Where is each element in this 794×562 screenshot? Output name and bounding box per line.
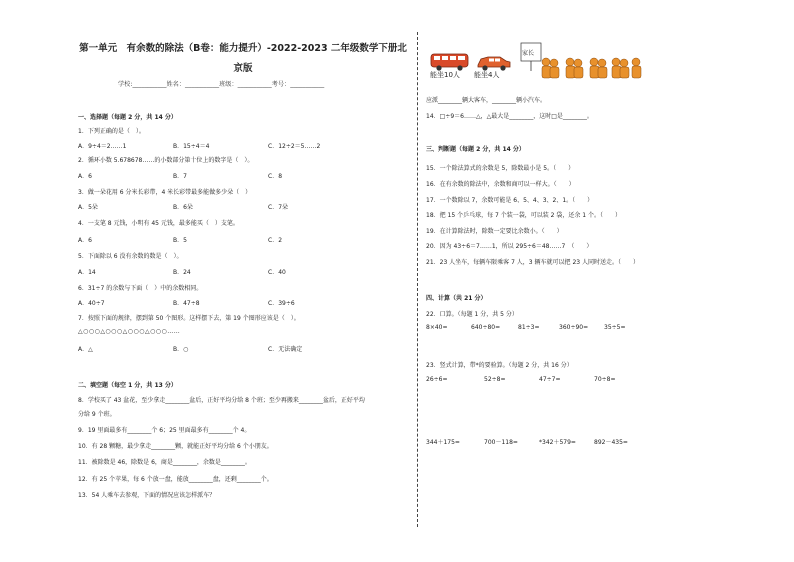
- sign-icon: [520, 42, 542, 72]
- question-20: 20．因为 43÷6＝7……1，所以 295÷6＝48……7 （ ）: [426, 243, 593, 250]
- column-divider: [417, 32, 418, 527]
- q6-option-b: B．47÷8: [173, 300, 200, 307]
- q7-option-a: A．△: [78, 346, 93, 353]
- vertical-calc-item: 892－435=: [594, 439, 628, 446]
- q2-option-c: C．8: [268, 173, 283, 180]
- q1-option-b: B．15÷4＝4: [173, 143, 210, 150]
- question-4: 4．一支笔 8 元钱，小明有 45 元钱，最多能买（ ）支笔。: [78, 220, 239, 227]
- vertical-calc-item: *342＋579=: [539, 439, 576, 446]
- q7-option-c: C．无法确定: [268, 346, 303, 353]
- question-3: 3．做一朵花用 6 分米长彩带，4 米长彩带最多能做多少朵（ ）: [78, 189, 252, 196]
- q3-option-c: C．7朵: [268, 204, 289, 211]
- q1-option-c: C．12÷2＝5……2: [268, 143, 321, 150]
- question-13-continued: 应派________辆大客车，________辆小汽车。: [426, 97, 547, 104]
- section-fill-heading: 二、填空题（每空 1 分，共 13 分）: [78, 382, 177, 389]
- vertical-calc-item: 344＋175=: [426, 439, 460, 446]
- oral-calc-item: 360÷90=: [559, 324, 589, 331]
- vertical-calc-item: 26÷6=: [426, 376, 448, 383]
- q7-option-b: B．○: [173, 346, 189, 353]
- people-crowd-icon: [540, 54, 644, 82]
- q1-option-a: A．9÷4＝2……1: [78, 143, 127, 150]
- q5-option-a: A．14: [78, 269, 96, 276]
- question-6: 6．31÷7 的余数与下面（ ）中的余数相同。: [78, 285, 203, 292]
- sign-label: 家长: [522, 50, 535, 57]
- oral-calc-item: 8×40=: [426, 324, 448, 331]
- q3-option-b: B．6朵: [173, 204, 193, 211]
- q5-option-c: C．40: [268, 269, 286, 276]
- vertical-calc-item: 700－118=: [484, 439, 518, 446]
- question-14: 14．□÷9＝6……△，△最大是________，这时□是________。: [426, 113, 593, 120]
- car-capacity-label: 能坐4人: [474, 71, 500, 79]
- oral-calc-item: 81÷3=: [518, 324, 540, 331]
- question-13: 13．54 人乘车去参观，下面的情况应该怎样派车？: [78, 492, 216, 499]
- question-21: 21．23 人坐车，每辆车限乘客 7 人，3 辆车就可以把 23 人同时送走。（ ）: [426, 259, 639, 266]
- car-icon: [476, 52, 512, 72]
- question-12: 12．有 25 个苹果，每 6 个放一盘，能放________盘，还剩________个。: [78, 476, 273, 483]
- vertical-calc-item: 52÷8=: [484, 376, 506, 383]
- question-8-line1: 8．学校买了 43 盆花，至少拿走________盆后，正好平均分给 8 个班；至少再搬来________盆后，正好平均: [78, 397, 365, 404]
- section-judge-heading: 三、判断题（每题 2 分，共 14 分）: [426, 146, 525, 153]
- vertical-calc-item: 70÷8=: [594, 376, 616, 383]
- question-1: 1．下列正确的是（ ）。: [78, 128, 145, 135]
- q5-option-b: B．24: [173, 269, 191, 276]
- q6-option-a: A．40÷7: [78, 300, 105, 307]
- q7-shape-pattern: △○○○△○○○△○○○△○○○……: [78, 328, 181, 335]
- q4-option-b: B．5: [173, 237, 187, 244]
- left-column: [78, 0, 408, 562]
- q4-option-c: C．2: [268, 237, 283, 244]
- question-18: 18．把 15 个乒乓球，每 7 个装一袋，可以装 2 袋，还余 1 个。（ ）: [426, 212, 621, 219]
- page-title: 第一单元 有余数的除法（B卷：能力提升）-2022-2023 二年级数学下册北: [79, 43, 407, 54]
- oral-calc-item: 640÷80=: [471, 324, 501, 331]
- question-16: 16．在有余数的除法中，余数和商可以一样大。（ ）: [426, 181, 575, 188]
- question-11: 11．被除数是 46，除数是 6，商是________，余数是________。: [78, 459, 251, 466]
- vertical-calc-item: 47÷7=: [539, 376, 561, 383]
- q2-option-a: A．6: [78, 173, 92, 180]
- question-8-line2: 分给 9 个班。: [78, 411, 116, 418]
- bus-capacity-label: 能坐10人: [430, 71, 460, 79]
- page-title-continued: 京版: [233, 63, 253, 74]
- question-23: 23．竖式计算，带*的要验算。（每题 2 分，共 16 分）: [426, 362, 573, 369]
- question-10: 10．有 28 颗糖，最少拿走________颗，就能正好平均分给 6 个小朋友。: [78, 443, 273, 450]
- q6-option-c: C．39÷6: [268, 300, 295, 307]
- q2-option-b: B．7: [173, 173, 187, 180]
- question-17: 17．一个数除以 7，余数可能是 6、5、4、3、2、1。（ ）: [426, 197, 594, 204]
- question-5: 5．下面除以 6 没有余数的数是（ ）。: [78, 253, 183, 260]
- oral-calc-item: 35÷5=: [604, 324, 626, 331]
- section-choice-heading: 一、选择题（每题 2 分，共 14 分）: [78, 114, 177, 121]
- question-7: 7．按照下面的规律，摆到第 50 个图形。这样摆下去，第 19 个图形应该是（ ）。: [78, 315, 300, 322]
- q3-option-a: A．5朵: [78, 204, 98, 211]
- question-2: 2．循环小数 5.678678……的小数部分第十位上的数字是（ ）。: [78, 157, 254, 164]
- section-calc-heading: 四、计算（共 21 分）: [426, 295, 487, 302]
- bus-icon: [430, 52, 470, 72]
- student-info-line: 学校:___________姓名：___________班级：___________考号：___________: [118, 81, 325, 88]
- right-column: [426, 0, 726, 562]
- question-19: 19．在计算除法时，除数一定要比余数小。（ ）: [426, 228, 563, 235]
- question-9: 9．19 里面最多有________个 6；25 里面最多有________个 4。: [78, 427, 251, 434]
- q4-option-a: A．6: [78, 237, 92, 244]
- question-22: 22．口算。（每题 1 分，共 5 分）: [426, 311, 518, 318]
- question-15: 15．一个除法算式的余数是 5，除数最小是 5。（ ）: [426, 165, 575, 172]
